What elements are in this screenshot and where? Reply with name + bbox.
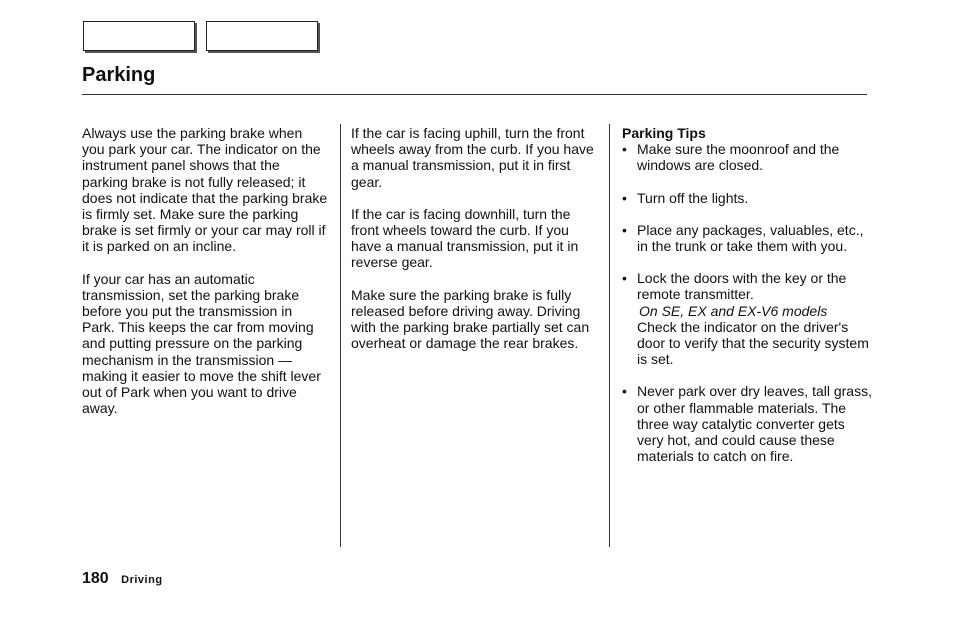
tip-text: Never park over dry leaves, tall grass, or other flammable materials. The three way catalytic converter gets very hot, and could cause these materials to catch on fire. (637, 383, 872, 465)
column-3 (622, 125, 872, 480)
paragraph-uphill: If the car is facing uphill, turn the front wheels away from the curb. If you have a manual transmission, put it in first gear. (351, 125, 594, 190)
model-note: On SE, EX and EX-V6 models (639, 302, 828, 319)
column-1 (82, 125, 328, 432)
tip-note-text: Check the indicator on the driver's door to verify that the security system is set. (637, 318, 869, 368)
section-name: Driving (121, 574, 163, 586)
tip-text: Turn off the lights. (637, 189, 749, 206)
page-title: Parking (82, 64, 156, 86)
paragraph-release-brake: Make sure the parking brake is fully released before driving away. Driving with the parking brake partially set can overheat or damage the rear brakes. (351, 286, 590, 352)
bullet-icon: • (622, 189, 627, 206)
list-item (622, 222, 872, 254)
paragraph-automatic-transmission: If your car has an automatic transmission, set the parking brake before you put the transmission in Park. This keeps the car from moving and putting pressure on the parking mechanism in the transmission — making it easier to move the shift lever out of Park when you want to drive away. (82, 270, 321, 417)
page-footer (82, 570, 163, 588)
bullet-icon: • (622, 221, 627, 238)
tips-list (622, 141, 872, 464)
paragraph-parking-brake: Always use the parking brake when you park your car. The indicator on the instrument panel shows that the parking brake is not fully released; it does not indicate that the parking brake is firmly set. Make sure the parking brake is set firmly or your car may roll if it is parked on an incline. (82, 125, 328, 255)
list-item (622, 141, 872, 173)
list-item (622, 383, 872, 464)
nav-button-1[interactable] (83, 21, 195, 51)
page-number: 180 (82, 570, 109, 587)
column-divider (340, 124, 341, 547)
column-divider (609, 124, 610, 547)
nav-button-2[interactable] (206, 21, 318, 51)
bullet-icon: • (622, 270, 627, 287)
tip-text: Place any packages, valuables, etc., in the trunk or take them with you. (637, 221, 864, 255)
tip-text: Lock the doors with the key or the remote transmitter. (637, 270, 847, 303)
bullet-icon: • (622, 383, 627, 400)
tip-text: Make sure the moonroof and the windows are closed. (637, 141, 840, 174)
tips-heading: Parking Tips (622, 125, 706, 141)
title-rule (82, 94, 867, 95)
list-item (622, 190, 872, 206)
bullet-icon: • (622, 141, 627, 158)
column-2 (351, 125, 597, 367)
paragraph-downhill: If the car is facing downhill, turn the front wheels toward the curb. If you have a manual transmission, put it in reverse gear. (351, 205, 579, 271)
list-item (622, 270, 872, 367)
